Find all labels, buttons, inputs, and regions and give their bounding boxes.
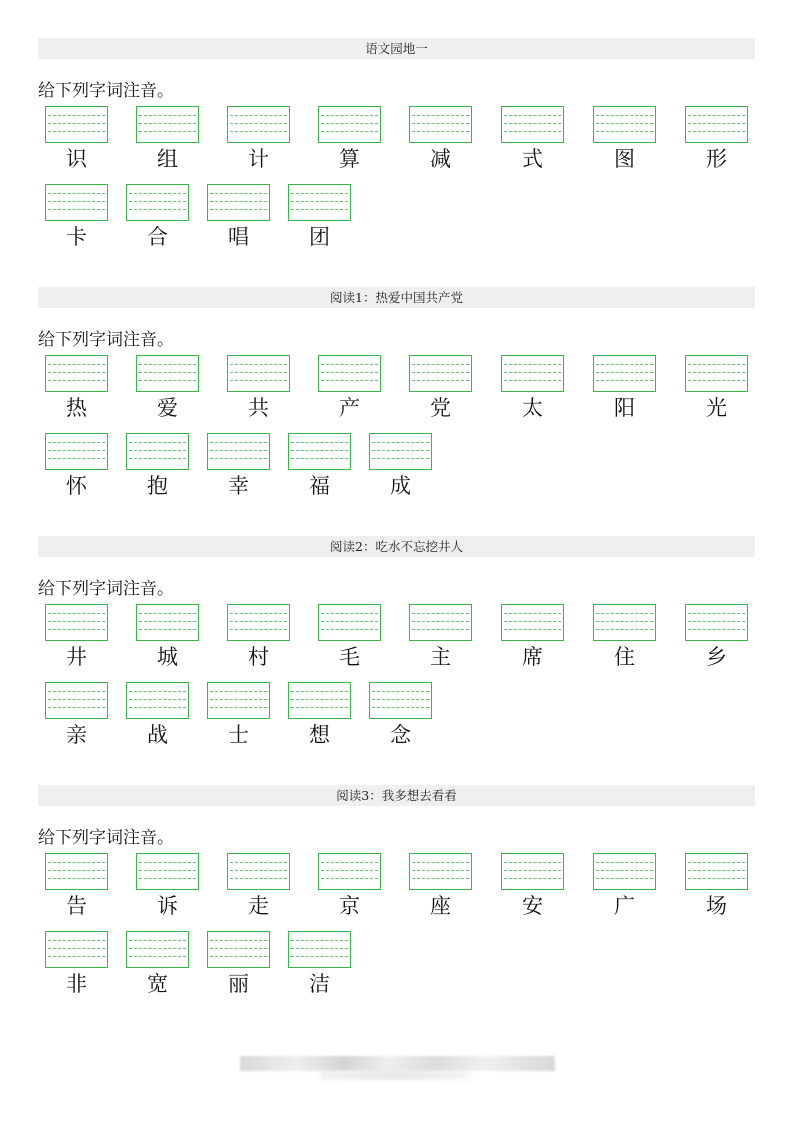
hanzi-character: 毛 bbox=[339, 645, 360, 669]
hanzi-character: 团 bbox=[309, 225, 330, 249]
blurred-footer-watermark bbox=[240, 1056, 555, 1071]
hanzi-character: 想 bbox=[309, 723, 330, 747]
pinyin-writing-box[interactable] bbox=[409, 853, 472, 890]
hanzi-character: 组 bbox=[157, 147, 178, 171]
pinyin-writing-box[interactable] bbox=[288, 433, 351, 470]
pinyin-writing-box[interactable] bbox=[318, 355, 381, 392]
pinyin-writing-box[interactable] bbox=[409, 604, 472, 641]
pinyin-writing-box[interactable] bbox=[685, 106, 748, 143]
pinyin-writing-box[interactable] bbox=[126, 682, 189, 719]
section-title: 语文园地一 bbox=[38, 38, 755, 59]
hanzi-character: 住 bbox=[614, 645, 635, 669]
hanzi-character: 党 bbox=[430, 396, 451, 420]
hanzi-character: 安 bbox=[522, 894, 543, 918]
hanzi-character: 告 bbox=[66, 894, 87, 918]
pinyin-writing-box[interactable] bbox=[45, 853, 108, 890]
hanzi-character: 式 bbox=[522, 147, 543, 171]
hanzi-character: 诉 bbox=[157, 894, 178, 918]
pinyin-writing-box[interactable] bbox=[501, 853, 564, 890]
hanzi-character: 非 bbox=[66, 972, 87, 996]
hanzi-character: 战 bbox=[147, 723, 168, 747]
pinyin-writing-box[interactable] bbox=[501, 604, 564, 641]
pinyin-writing-box[interactable] bbox=[685, 604, 748, 641]
pinyin-writing-box[interactable] bbox=[45, 355, 108, 392]
pinyin-writing-box[interactable] bbox=[126, 931, 189, 968]
pinyin-writing-box[interactable] bbox=[45, 433, 108, 470]
hanzi-character: 村 bbox=[248, 645, 269, 669]
pinyin-writing-box[interactable] bbox=[207, 931, 270, 968]
hanzi-character: 城 bbox=[157, 645, 178, 669]
pinyin-writing-box[interactable] bbox=[593, 355, 656, 392]
pinyin-writing-box[interactable] bbox=[45, 931, 108, 968]
pinyin-writing-box[interactable] bbox=[369, 433, 432, 470]
hanzi-character: 成 bbox=[390, 474, 411, 498]
pinyin-writing-box[interactable] bbox=[409, 355, 472, 392]
pinyin-writing-box[interactable] bbox=[45, 604, 108, 641]
pinyin-writing-box[interactable] bbox=[288, 184, 351, 221]
section-title: 阅读1：热爱中国共产党 bbox=[38, 287, 755, 308]
pinyin-writing-box[interactable] bbox=[227, 853, 290, 890]
pinyin-writing-box[interactable] bbox=[126, 433, 189, 470]
hanzi-character: 洁 bbox=[309, 972, 330, 996]
hanzi-character: 图 bbox=[614, 147, 635, 171]
hanzi-character: 合 bbox=[147, 225, 168, 249]
pinyin-writing-box[interactable] bbox=[45, 682, 108, 719]
pinyin-writing-box[interactable] bbox=[136, 355, 199, 392]
hanzi-character: 京 bbox=[339, 894, 360, 918]
hanzi-character: 怀 bbox=[66, 474, 87, 498]
pinyin-writing-box[interactable] bbox=[227, 106, 290, 143]
instruction-text: 给下列字词注音。 bbox=[38, 81, 174, 101]
hanzi-character: 座 bbox=[430, 894, 451, 918]
section-title: 阅读3：我多想去看看 bbox=[38, 785, 755, 806]
hanzi-character: 福 bbox=[309, 474, 330, 498]
hanzi-character: 形 bbox=[706, 147, 727, 171]
hanzi-character: 宽 bbox=[147, 972, 168, 996]
pinyin-writing-box[interactable] bbox=[207, 682, 270, 719]
hanzi-character: 阳 bbox=[614, 396, 635, 420]
pinyin-writing-box[interactable] bbox=[45, 184, 108, 221]
pinyin-writing-box[interactable] bbox=[593, 604, 656, 641]
hanzi-character: 走 bbox=[248, 894, 269, 918]
hanzi-character: 席 bbox=[522, 645, 543, 669]
pinyin-writing-box[interactable] bbox=[288, 931, 351, 968]
pinyin-writing-box[interactable] bbox=[685, 355, 748, 392]
instruction-text: 给下列字词注音。 bbox=[38, 330, 174, 350]
instruction-text: 给下列字词注音。 bbox=[38, 579, 174, 599]
pinyin-writing-box[interactable] bbox=[501, 355, 564, 392]
hanzi-character: 广 bbox=[614, 894, 635, 918]
pinyin-writing-box[interactable] bbox=[369, 682, 432, 719]
pinyin-writing-box[interactable] bbox=[227, 604, 290, 641]
hanzi-character: 共 bbox=[248, 396, 269, 420]
hanzi-character: 产 bbox=[339, 396, 360, 420]
hanzi-character: 井 bbox=[66, 645, 87, 669]
pinyin-writing-box[interactable] bbox=[136, 853, 199, 890]
instruction-text: 给下列字词注音。 bbox=[38, 828, 174, 848]
hanzi-character: 抱 bbox=[147, 474, 168, 498]
pinyin-writing-box[interactable] bbox=[207, 433, 270, 470]
hanzi-character: 卡 bbox=[66, 225, 87, 249]
pinyin-writing-box[interactable] bbox=[409, 106, 472, 143]
pinyin-writing-box[interactable] bbox=[227, 355, 290, 392]
hanzi-character: 减 bbox=[430, 147, 451, 171]
pinyin-writing-box[interactable] bbox=[126, 184, 189, 221]
hanzi-character: 乡 bbox=[706, 645, 727, 669]
pinyin-writing-box[interactable] bbox=[207, 184, 270, 221]
hanzi-character: 爱 bbox=[157, 396, 178, 420]
hanzi-character: 亲 bbox=[66, 723, 87, 747]
pinyin-writing-box[interactable] bbox=[318, 604, 381, 641]
pinyin-writing-box[interactable] bbox=[45, 106, 108, 143]
hanzi-character: 主 bbox=[430, 645, 451, 669]
hanzi-character: 念 bbox=[390, 723, 411, 747]
pinyin-writing-box[interactable] bbox=[685, 853, 748, 890]
pinyin-writing-box[interactable] bbox=[501, 106, 564, 143]
hanzi-character: 丽 bbox=[228, 972, 249, 996]
hanzi-character: 计 bbox=[248, 147, 269, 171]
section-title: 阅读2：吃水不忘挖井人 bbox=[38, 536, 755, 557]
hanzi-character: 场 bbox=[706, 894, 727, 918]
pinyin-writing-box[interactable] bbox=[288, 682, 351, 719]
hanzi-character: 算 bbox=[339, 147, 360, 171]
pinyin-writing-box[interactable] bbox=[318, 853, 381, 890]
pinyin-writing-box[interactable] bbox=[136, 106, 199, 143]
hanzi-character: 太 bbox=[522, 396, 543, 420]
pinyin-writing-box[interactable] bbox=[136, 604, 199, 641]
pinyin-writing-box[interactable] bbox=[593, 853, 656, 890]
pinyin-writing-box[interactable] bbox=[318, 106, 381, 143]
hanzi-character: 光 bbox=[706, 396, 727, 420]
hanzi-character: 唱 bbox=[228, 225, 249, 249]
hanzi-character: 识 bbox=[66, 147, 87, 171]
hanzi-character: 士 bbox=[228, 723, 249, 747]
hanzi-character: 幸 bbox=[228, 474, 249, 498]
hanzi-character: 热 bbox=[66, 396, 87, 420]
pinyin-writing-box[interactable] bbox=[593, 106, 656, 143]
